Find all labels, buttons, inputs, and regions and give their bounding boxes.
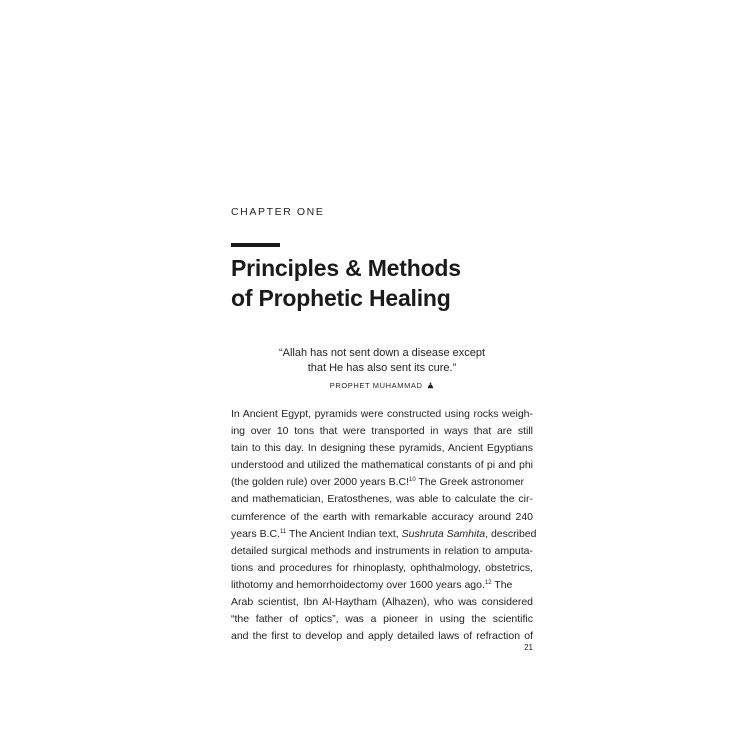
body-line: In Ancient Egypt, pyramids were constructed using rocks weigh- (231, 408, 533, 420)
epigraph (231, 346, 533, 393)
honorific-glyph-icon (427, 382, 434, 389)
chapter-title-line-1: Principles & Methods (231, 255, 461, 281)
body-line: and mathematician, Eratosthenes, was able to calculate the cir- (231, 493, 533, 506)
body-line (231, 577, 533, 594)
footnote-ref-10: 10 (409, 477, 416, 484)
epigraph-attribution-text: PROPHET MUHAMMAD (329, 381, 423, 390)
body-line-text: (the golden rule) over 2000 years B.C! (231, 476, 410, 489)
footnote-ref-11: 11 (280, 528, 287, 535)
footnote-ref-12: 12 (484, 579, 492, 586)
chapter-title-line-2: of Prophetic Healing (231, 285, 451, 311)
body-line-text: The Ancient Indian text, (286, 527, 402, 540)
epigraph-attribution (231, 378, 533, 393)
body-line-text: lithotomy and hemorrhoidectomy over 1600 years ago. (231, 578, 485, 591)
body-line: detailed surgical methods and instruments in relation to amputa- (231, 544, 533, 557)
chapter-title (231, 253, 461, 313)
body-line (231, 474, 533, 491)
body-line-text: The (491, 578, 513, 591)
body-line: and the first to develop and apply detailed laws of refraction of (231, 630, 533, 643)
body-paragraph (231, 406, 537, 645)
body-line-text: years B.C. (231, 527, 281, 540)
body-line: Arab scientist, Ibn Al-Haytham (Alhazen), who was considered (231, 596, 533, 609)
chapter-label: CHAPTER ONE (231, 206, 325, 218)
body-line (231, 526, 537, 543)
body-line: understood and utilized the mathematical constants of pi and phi (231, 459, 533, 472)
title-rule (231, 243, 280, 247)
body-line-text: , described (485, 527, 537, 540)
body-line: tain to this day. In designing these pyramids, Ancient Egyptians (231, 442, 533, 455)
epigraph-quote-line-2: that He has also sent its cure.” (307, 362, 457, 374)
body-line: tions and procedures for rhinoplasty, ophthalmology, obstetrics, (231, 561, 533, 574)
body-line: cumference of the earth with remarkable accuracy around 240 (231, 510, 533, 523)
body-line: “the father of optics”, was a pioneer in using the scientific (231, 613, 533, 626)
page-number: 21 (524, 643, 533, 652)
book-title-italic: Sushruta Samhita (401, 527, 486, 540)
body-line: ing over 10 tons that were transported in ways that are still (231, 425, 533, 438)
body-line-text: The Greek astronomer (415, 476, 525, 489)
epigraph-quote-line-1: “Allah has not sent down a disease except (278, 347, 486, 359)
